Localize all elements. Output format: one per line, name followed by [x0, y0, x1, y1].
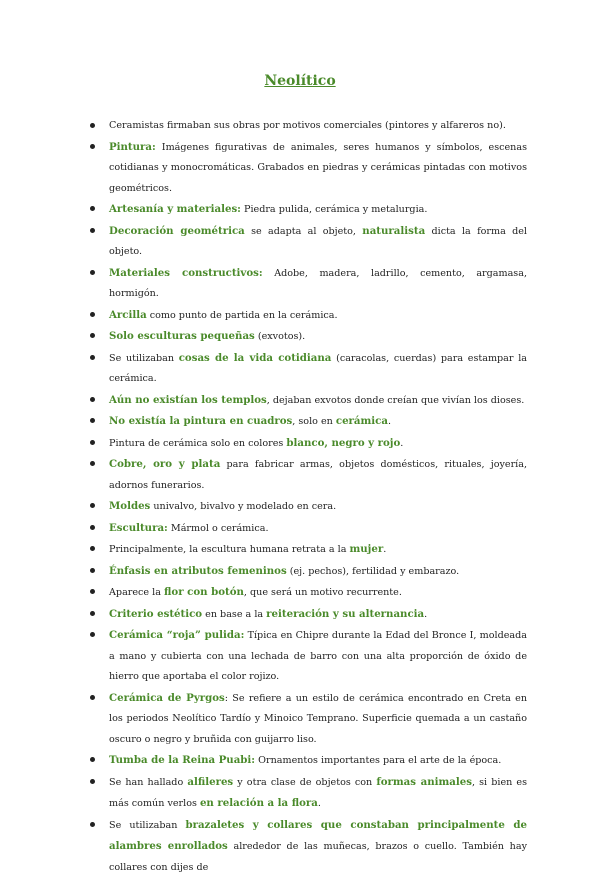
list-item — [87, 305, 527, 327]
highlighted-term: Énfasis en atributos femeninos — [109, 565, 287, 577]
item-text: Ceramistas firmaban sus obras por motivos comerciales (pintores y alfareros no). — [109, 120, 506, 131]
item-text: Se han hallado — [109, 777, 187, 788]
list-item — [87, 116, 527, 137]
highlighted-term: Artesanía y materiales: — [109, 203, 241, 215]
item-text: . — [318, 798, 321, 809]
item-text: , solo en — [292, 416, 336, 427]
list-item — [87, 539, 527, 561]
list-item — [87, 454, 527, 496]
item-text: . — [400, 438, 403, 449]
list-item — [87, 390, 527, 412]
item-text: , si bien es más común verlos — [109, 777, 527, 810]
item-text: , que será un motivo recurrente. — [244, 587, 402, 598]
item-text: Típica en Chipre durante la Edad del Bronce I, moldeada a mano y cubierta con una lechada de barro con una alta proporción de óxido de hierro que aportaba el color rojizo. — [109, 630, 527, 682]
item-text: (exvotos). — [255, 331, 305, 342]
highlighted-term: Aún no existían los templos — [109, 394, 267, 406]
item-text: Se utilizaban — [109, 820, 185, 831]
highlighted-term: flor con botón — [164, 586, 244, 598]
highlighted-term: No existía la pintura en cuadros — [109, 415, 292, 427]
item-text: alrededor de las muñecas, brazos o cuello. También hay collares con dijes de — [109, 841, 527, 873]
highlighted-term: Cobre, oro y plata — [109, 458, 220, 470]
list-item — [87, 433, 527, 455]
list-item — [87, 263, 527, 305]
list-item — [87, 750, 527, 772]
list-item — [87, 326, 527, 348]
highlighted-term: Arcilla — [109, 309, 147, 321]
item-text: Mármol o cerámica. — [168, 523, 269, 534]
list-item — [87, 221, 527, 263]
item-text: Imágenes figurativas de animales, seres humanos y símbolos, escenas cotidianas y monocromáticas. Grabados en piedras y cerámicas pintadas con motivos geométricos. — [109, 142, 527, 194]
highlighted-term: en relación a la flora — [200, 797, 318, 809]
item-text: para fabricar armas, objetos domésticos, rituales, joyería, adornos funerarios. — [109, 459, 527, 491]
item-text: (ej. pechos), fertilidad y embarazo. — [287, 566, 460, 577]
list-item — [87, 561, 527, 583]
item-text: dicta la forma del objeto. — [109, 226, 527, 258]
highlighted-term: alfileres — [187, 776, 233, 788]
highlighted-term: Pintura: — [109, 141, 156, 153]
item-text: Se utilizaban — [109, 353, 179, 364]
highlighted-term: mujer — [349, 543, 383, 555]
highlighted-term: Criterio estético — [109, 608, 202, 620]
highlighted-term: formas animales — [376, 776, 472, 788]
item-text: (caracolas, cuerdas) para estampar la cerámica. — [109, 353, 527, 385]
list-item — [87, 772, 527, 815]
item-text: en base a la — [202, 609, 266, 620]
item-text: como punto de partida en la cerámica. — [147, 310, 338, 321]
item-text: se adapta al objeto, — [245, 226, 363, 237]
highlighted-term: reiteración y su alternancia — [266, 608, 424, 620]
highlighted-term: naturalista — [362, 225, 425, 237]
highlighted-term: Materiales constructivos: — [109, 267, 263, 279]
highlighted-term: Decoración geométrica — [109, 225, 245, 237]
item-text: Pintura de cerámica solo en colores — [109, 438, 286, 449]
highlighted-term: Solo esculturas pequeñas — [109, 330, 255, 342]
item-text: univalvo, bivalvo y modelado en cera. — [150, 501, 336, 512]
list-item — [87, 604, 527, 626]
item-text: Adobe, madera, ladrillo, cemento, argamasa, hormigón. — [109, 268, 527, 300]
item-text: . — [388, 416, 391, 427]
item-text: Piedra pulida, cerámica y metalurgia. — [241, 204, 427, 215]
item-text: Ornamentos importantes para el arte de la época. — [255, 755, 501, 766]
highlighted-term: Escultura: — [109, 522, 168, 534]
item-text: Principalmente, la escultura humana retrata a la — [109, 544, 349, 555]
highlighted-term: cosas de la vida cotidiana — [179, 352, 332, 364]
highlighted-term: Cerámica “roja” pulida: — [109, 629, 244, 641]
list-item — [87, 411, 527, 433]
highlighted-term: blanco, negro y rojo — [286, 437, 400, 449]
list-item — [87, 199, 527, 221]
bullet-list — [87, 116, 527, 878]
list-item — [87, 815, 527, 878]
page-title: Neolítico — [0, 73, 600, 89]
highlighted-term: cerámica — [336, 415, 388, 427]
highlighted-term: Tumba de la Reina Puabi: — [109, 754, 255, 766]
list-item — [87, 348, 527, 390]
item-text: , dejaban exvotos donde creían que vivían los dioses. — [267, 395, 525, 406]
list-item — [87, 688, 527, 751]
highlighted-term: brazaletes y collares que constaban principalmente de alambres enrollados — [109, 819, 527, 853]
list-item — [87, 625, 527, 688]
list-item — [87, 582, 527, 604]
item-text: : Se refiere a un estilo de cerámica encontrado en Creta en los periodos Neolítico Tardío y Minoico Temprano. Superficie quemada a un castaño oscuro o negro y bruñida con guijarro liso. — [109, 693, 527, 745]
item-text: . — [383, 544, 386, 555]
item-text: . — [424, 609, 427, 620]
list-item — [87, 496, 527, 518]
highlighted-term: Cerámica de Pyrgos — [109, 692, 225, 704]
list-item — [87, 137, 527, 200]
item-text: Aparece la — [109, 587, 164, 598]
item-text: y otra clase de objetos con — [233, 777, 376, 788]
highlighted-term: Moldes — [109, 500, 150, 512]
list-item — [87, 518, 527, 540]
